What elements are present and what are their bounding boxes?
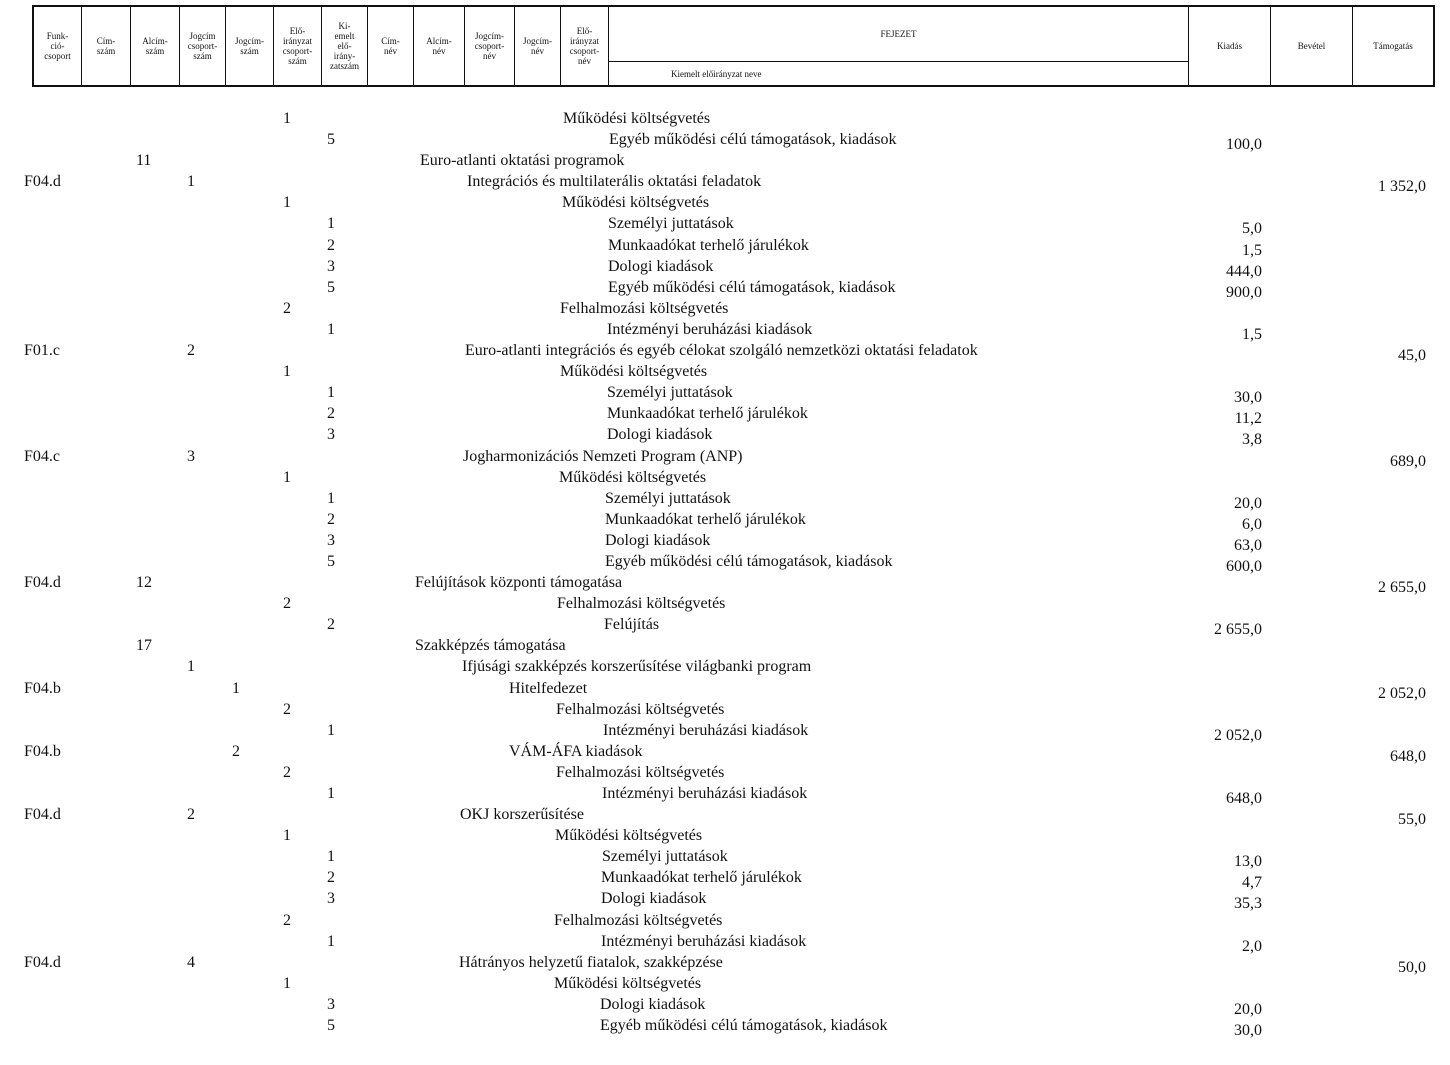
kiemelt-eloiranyzat-szam-cell: 1 <box>327 215 335 233</box>
item-name-cell: Intézményi beruházási kiadások <box>602 785 808 802</box>
kiemelt-eloiranyzat-szam-cell: 2 <box>327 616 335 634</box>
funkcio-csoport-cell: F04.b <box>24 742 61 760</box>
kiemelt-eloiranyzat-szam-cell: 5 <box>327 1017 335 1035</box>
kiadas-cell: 5,0 <box>1242 220 1262 238</box>
header-funkcio-csoport: Funk- ció- csoport <box>34 7 82 85</box>
table-row <box>0 867 1450 892</box>
item-name-cell: Működési költségvetés <box>560 363 708 381</box>
table-row <box>0 424 1450 449</box>
item-name-cell: Munkaadókat terhelő járulékok <box>601 869 802 887</box>
table-row <box>0 530 1450 554</box>
table-row <box>0 720 1450 744</box>
item-name-cell: Munkaadókat terhelő járulékok <box>607 405 808 423</box>
kiadas-cell: 100,0 <box>1226 136 1262 154</box>
table-row <box>0 446 1450 470</box>
header-alcim-nev: Alcím- név <box>414 7 465 85</box>
kiemelt-eloiranyzat-szam-cell: 2 <box>327 236 335 254</box>
kiadas-cell: 11,2 <box>1234 410 1262 428</box>
tamogatas-cell: 648,0 <box>1390 747 1426 765</box>
kiadas-cell: 600,0 <box>1226 557 1262 575</box>
table-row <box>0 509 1450 533</box>
eloiranyzat-csoport-szam-cell: 1 <box>283 110 291 127</box>
item-name-cell: Dologi kiadások <box>601 890 707 908</box>
kiemelt-eloiranyzat-szam-cell: 1 <box>327 384 335 402</box>
eloiranyzat-csoport-szam-cell: 2 <box>283 763 291 781</box>
kiemelt-eloiranyzat-szam-cell: 2 <box>327 869 335 887</box>
item-name-cell: Személyi juttatások <box>602 848 728 866</box>
item-name-cell: Működési költségvetés <box>554 974 702 992</box>
table-row <box>0 150 1450 171</box>
kiadas-cell: 648,0 <box>1226 790 1262 807</box>
item-name-cell: Dologi kiadások <box>607 426 713 444</box>
item-name-cell: Egyéb működési célú támogatások, kiadások <box>605 552 893 570</box>
kiemelt-eloiranyzat-szam-cell: 3 <box>327 426 335 444</box>
kiemelt-eloiranyzat-szam-cell: 1 <box>327 320 335 338</box>
item-name-cell: Euro-atlanti oktatási programok <box>420 152 625 170</box>
table-row <box>0 340 1450 365</box>
funkcio-csoport-cell: F04.d <box>24 806 61 824</box>
table-row <box>0 1015 1450 1040</box>
table-row <box>0 783 1450 807</box>
eloiranyzat-csoport-szam-cell: 1 <box>283 974 291 992</box>
item-name-cell: Integrációs és multilaterális oktatási feladatok <box>467 173 762 191</box>
item-name-cell: Felhalmozási költségvetés <box>557 595 726 613</box>
kiadas-cell: 444,0 <box>1226 262 1262 280</box>
table-row <box>0 382 1450 407</box>
table-row <box>0 825 1450 846</box>
item-name-cell: Működési költségvetés <box>555 827 703 845</box>
jogcim-szam-cell: 2 <box>232 742 240 760</box>
item-name-cell: Munkaadókat terhelő járulékok <box>605 510 806 528</box>
item-name-cell: Működési költségvetés <box>559 468 707 486</box>
table-row <box>0 467 1450 488</box>
item-name-cell: Munkaadókat terhelő járulékok <box>608 236 809 254</box>
table-row <box>0 910 1450 931</box>
alcim-szam-cell: 4 <box>187 953 195 971</box>
table-row <box>0 171 1450 196</box>
kiemelt-eloiranyzat-szam-cell: 3 <box>327 257 335 275</box>
kiadas-cell: 30,0 <box>1234 389 1262 407</box>
item-name-cell: Felhalmozási költségvetés <box>560 299 729 317</box>
tamogatas-cell: 2 655,0 <box>1378 579 1426 597</box>
alcim-szam-cell: 2 <box>187 342 195 360</box>
table-row <box>0 635 1450 656</box>
kiemelt-eloiranyzat-szam-cell: 1 <box>327 721 335 739</box>
kiadas-cell: 1,5 <box>1242 325 1262 343</box>
item-name-cell: Intézményi beruházási kiadások <box>603 721 809 739</box>
item-name-cell: Intézményi beruházási kiadások <box>601 932 807 950</box>
kiemelt-eloiranyzat-szam-cell: 2 <box>327 510 335 528</box>
header-kiemelt-eloiranyzat-neve: Kiemelt előirányzat neve <box>609 62 1189 85</box>
item-name-cell: Működési költségvetés <box>563 110 711 127</box>
kiadas-cell: 3,8 <box>1242 431 1262 449</box>
kiemelt-eloiranyzat-szam-cell: 1 <box>327 785 335 802</box>
kiadas-cell: 63,0 <box>1234 536 1262 554</box>
eloiranyzat-csoport-szam-cell: 2 <box>283 595 291 613</box>
kiemelt-eloiranyzat-szam-cell: 3 <box>327 995 335 1013</box>
table-row <box>0 298 1450 319</box>
funkcio-csoport-cell: F01.c <box>24 342 60 360</box>
item-name-cell: Ifjúsági szakképzés korszerűsítése világbanki program <box>462 658 812 676</box>
table-row <box>0 593 1450 614</box>
kiemelt-eloiranyzat-szam-cell: 2 <box>327 405 335 423</box>
kiemelt-eloiranyzat-szam-cell: 3 <box>327 890 335 908</box>
table-row <box>0 973 1450 994</box>
item-name-cell: Felújítások központi támogatása <box>415 574 623 592</box>
table-row <box>0 952 1450 976</box>
cim-szam-cell: 17 <box>136 637 152 655</box>
item-name-cell: Felhalmozási költségvetés <box>556 763 725 781</box>
table-row <box>0 361 1450 382</box>
item-name-cell: Egyéb működési célú támogatások, kiadások <box>608 278 896 296</box>
kiadas-cell: 13,0 <box>1234 853 1262 871</box>
eloiranyzat-csoport-szam-cell: 2 <box>283 911 291 929</box>
kiemelt-eloiranyzat-szam-cell: 1 <box>327 932 335 950</box>
kiemelt-eloiranyzat-szam-cell: 5 <box>327 552 335 570</box>
eloiranyzat-csoport-szam-cell: 1 <box>283 827 291 845</box>
table-row <box>0 235 1450 259</box>
table-row <box>0 678 1450 702</box>
kiemelt-eloiranyzat-szam-cell: 1 <box>327 489 335 507</box>
header-tamogatas: Támogatás <box>1373 41 1413 51</box>
header-fejezet: FEJEZET <box>609 7 1189 62</box>
eloiranyzat-csoport-szam-cell: 1 <box>283 468 291 486</box>
table-row <box>0 931 1450 955</box>
table-row <box>0 129 1450 154</box>
alcim-szam-cell: 3 <box>187 447 195 465</box>
alcim-szam-cell: 1 <box>187 173 195 191</box>
kiemelt-eloiranyzat-szam-cell: 1 <box>327 848 335 866</box>
table-row <box>0 277 1450 301</box>
item-name-cell: Felújítás <box>604 616 660 634</box>
kiadas-cell: 20,0 <box>1234 1000 1262 1018</box>
eloiranyzat-csoport-szam-cell: 2 <box>283 700 291 718</box>
header-eloiranyzat-csoport-nev: Elő- irányzat csoport- név <box>561 7 609 85</box>
item-name-cell: Dologi kiadások <box>600 995 706 1013</box>
table-row <box>0 213 1450 238</box>
table-row <box>0 551 1450 575</box>
item-name-cell: OKJ korszerűsítése <box>460 806 584 824</box>
item-name-cell: Személyi juttatások <box>608 215 734 233</box>
kiadas-cell: 2 655,0 <box>1214 621 1262 639</box>
kiadas-cell: 30,0 <box>1234 1022 1262 1040</box>
item-name-cell: Hátrányos helyzetű fiatalok, szakképzése <box>459 953 723 971</box>
kiadas-cell: 2,0 <box>1242 937 1262 955</box>
header-jogcim-szam: Jogcím- szám <box>226 7 274 85</box>
kiemelt-eloiranyzat-szam-cell: 3 <box>327 531 335 549</box>
cim-szam-cell: 12 <box>136 574 152 592</box>
funkcio-csoport-cell: F04.c <box>24 447 60 465</box>
item-name-cell: Működési költségvetés <box>562 194 710 212</box>
funkcio-csoport-cell: F04.d <box>24 173 61 191</box>
table-row <box>0 762 1450 783</box>
item-name-cell: Felhalmozási költségvetés <box>556 700 725 718</box>
kiadas-cell: 900,0 <box>1226 283 1262 301</box>
header-alcim-szam: Alcím- szám <box>131 7 180 85</box>
tamogatas-cell: 689,0 <box>1390 452 1426 470</box>
item-name-cell: Személyi juttatások <box>605 489 731 507</box>
cim-szam-cell: 11 <box>136 152 152 170</box>
table-row <box>0 846 1450 871</box>
item-name-cell: Dologi kiadások <box>608 257 714 275</box>
table-row <box>0 403 1450 428</box>
table-row <box>0 488 1450 512</box>
kiemelt-eloiranyzat-szam-cell: 5 <box>327 131 335 149</box>
item-name-cell: Dologi kiadások <box>605 531 711 549</box>
budget-table-body <box>0 108 1450 1040</box>
item-name-cell: Jogharmonizációs Nemzeti Program (ANP) <box>463 447 743 465</box>
table-row <box>0 256 1450 280</box>
kiadas-cell: 1,5 <box>1242 241 1262 259</box>
item-name-cell: Felhalmozási költségvetés <box>554 911 723 929</box>
item-name-cell: Egyéb működési célú támogatások, kiadások <box>600 1017 888 1035</box>
table-row <box>0 572 1450 597</box>
kiadas-cell: 6,0 <box>1242 515 1262 533</box>
header-bevetel: Bevétel <box>1271 7 1353 85</box>
item-name-cell: Hitelfedezet <box>509 679 588 697</box>
table-header <box>32 5 1435 87</box>
table-row <box>0 108 1450 129</box>
item-name-cell: Intézményi beruházási kiadások <box>607 320 813 338</box>
eloiranyzat-csoport-szam-cell: 1 <box>283 194 291 212</box>
table-row <box>0 699 1450 720</box>
header-kiadas: Kiadás <box>1189 7 1271 85</box>
funkcio-csoport-cell: F04.d <box>24 953 61 971</box>
eloiranyzat-csoport-szam-cell: 2 <box>283 299 291 317</box>
tamogatas-cell: 55,0 <box>1398 811 1426 829</box>
funkcio-csoport-cell: F04.d <box>24 574 61 592</box>
funkcio-csoport-cell: F04.b <box>24 679 61 697</box>
alcim-szam-cell: 2 <box>187 806 195 824</box>
table-row <box>0 319 1450 343</box>
item-name-cell: Euro-atlanti integrációs és egyéb célokat szolgáló nemzetközi oktatási feladatok <box>465 342 978 360</box>
kiemelt-eloiranyzat-szam-cell: 5 <box>327 278 335 296</box>
item-name-cell: Egyéb működési célú támogatások, kiadások <box>609 131 897 149</box>
table-row <box>0 994 1450 1018</box>
jogcim-szam-cell: 1 <box>232 679 240 697</box>
header-jogcim-csoport-nev: Jogcím- csoport- név <box>465 7 515 85</box>
eloiranyzat-csoport-szam-cell: 1 <box>283 363 291 381</box>
item-name-cell: Szakképzés támogatása <box>415 637 566 655</box>
table-row <box>0 614 1450 639</box>
header-jogcim-nev: Jogcím- név <box>515 7 561 85</box>
kiadas-cell: 20,0 <box>1234 494 1262 512</box>
header-cim-nev: Cím- név <box>368 7 414 85</box>
table-row <box>0 741 1450 765</box>
table-row <box>0 192 1450 213</box>
header-cim-szam: Cím- szám <box>82 7 131 85</box>
item-name-cell: VÁM-ÁFA kiadások <box>509 742 643 760</box>
table-row <box>0 656 1450 677</box>
tamogatas-cell: 50,0 <box>1398 958 1426 976</box>
tamogatas-cell: 1 352,0 <box>1378 178 1426 196</box>
table-row <box>0 888 1450 913</box>
tamogatas-cell: 2 052,0 <box>1378 684 1426 702</box>
table-row <box>0 804 1450 829</box>
header-jogcim-csoport-szam: Jogcím csoport- szám <box>180 7 226 85</box>
header-eloiranyzat-csoport-szam: Elő- irányzat csoport- szám <box>274 7 322 85</box>
tamogatas-cell: 45,0 <box>1398 347 1426 365</box>
item-name-cell: Személyi juttatások <box>607 384 733 402</box>
alcim-szam-cell: 1 <box>187 658 195 676</box>
kiadas-cell: 35,3 <box>1234 895 1262 913</box>
kiadas-cell: 4,7 <box>1242 874 1262 892</box>
kiadas-cell: 2 052,0 <box>1214 726 1262 744</box>
header-kiemelt-eloiranyzat-szam: Ki- emelt elő- irány- zatszám <box>322 7 368 85</box>
